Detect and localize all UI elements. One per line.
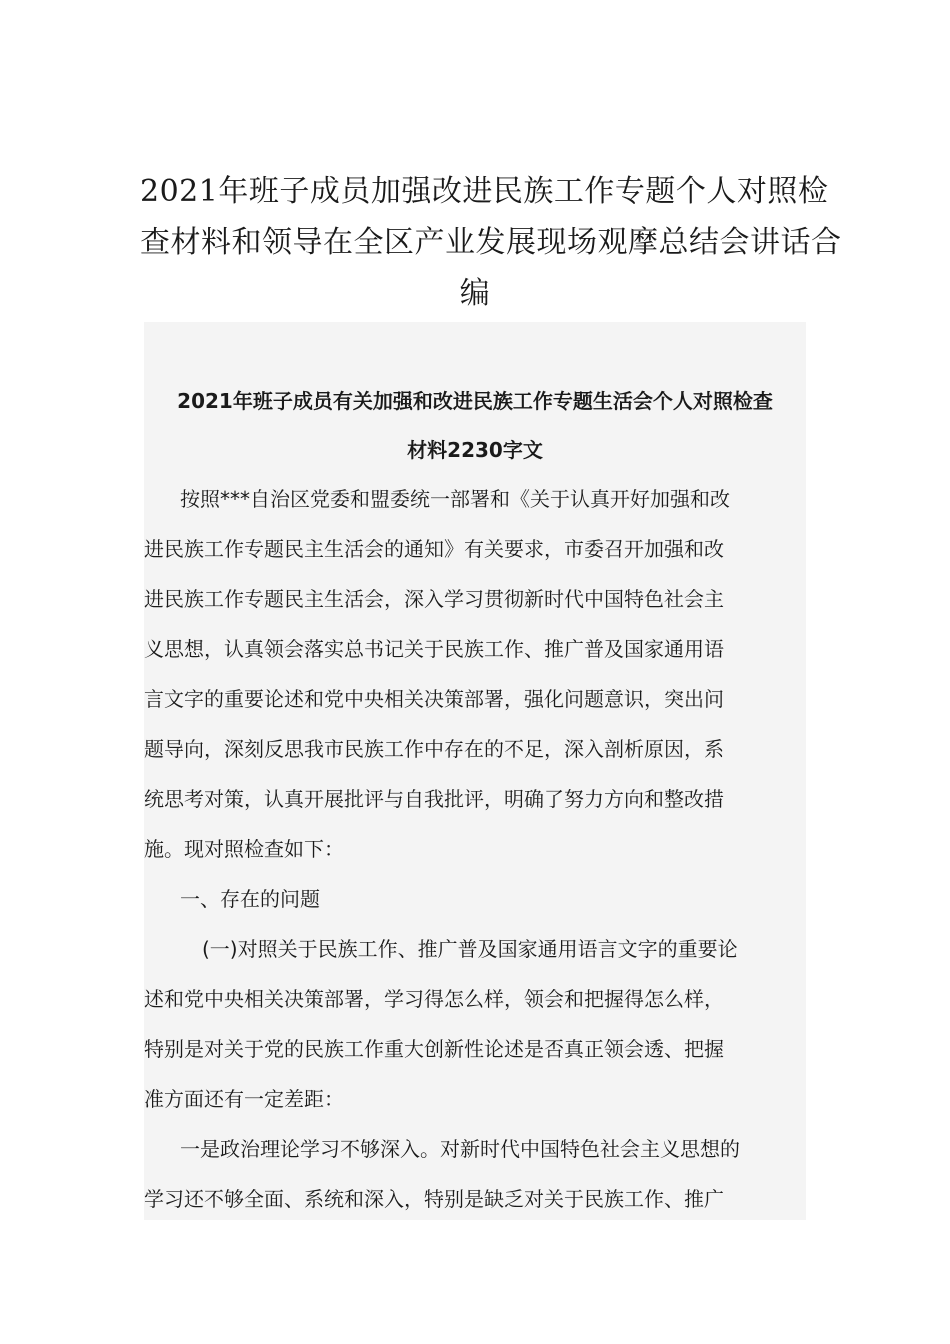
body-line: 学习还不够全面、系统和深入，特别是缺乏对关于民族工作、推广 xyxy=(144,1187,724,1211)
document-title-line: 2021年班子成员加强改进民族工作专题个人对照检 xyxy=(140,174,829,209)
body-line: 进民族工作专题民主生活会，深入学习贯彻新时代中国特色社会主 xyxy=(144,587,724,611)
body-line: (一)对照关于民族工作、推广普及国家通用语言文字的重要论 xyxy=(202,937,738,961)
document-title-line: 编 xyxy=(459,276,491,311)
content-panel xyxy=(144,322,806,1220)
body-line: 统思考对策，认真开展批评与自我批评，明确了努力方向和整改措 xyxy=(144,787,724,811)
body-line: 题导向，深刻反思我市民族工作中存在的不足，深入剖析原因，系 xyxy=(144,737,724,761)
body-line: 一是政治理论学习不够深入。对新时代中国特色社会主义思想的 xyxy=(180,1137,740,1161)
body-line: 特别是对关于党的民族工作重大创新性论述是否真正领会透、把握 xyxy=(144,1037,724,1061)
section-heading xyxy=(144,377,806,475)
document-title-line: 查材料和领导在全区产业发展现场观摩总结会讲话合 xyxy=(140,225,842,260)
body-line: 义思想，认真领会落实总书记关于民族工作、推广普及国家通用语 xyxy=(144,637,724,661)
body-line: 施。现对照检查如下： xyxy=(144,837,344,861)
body-line: 准方面还有一定差距： xyxy=(144,1087,344,1111)
section-heading-line: 材料2230字文 xyxy=(407,438,543,462)
body-line: 言文字的重要论述和党中央相关决策部署，强化问题意识，突出问 xyxy=(144,687,724,711)
document-title xyxy=(140,166,842,319)
body-line: 述和党中央相关决策部署，学习得怎么样，领会和把握得怎么样， xyxy=(144,987,724,1011)
body-line: 进民族工作专题民主生活会的通知》有关要求，市委召开加强和改 xyxy=(144,537,724,561)
body-line: 一、存在的问题 xyxy=(180,887,320,911)
section-heading-line: 2021年班子成员有关加强和改进民族工作专题生活会个人对照检查 xyxy=(177,389,773,413)
body-line: 按照***自治区党委和盟委统一部署和《关于认真开好加强和改 xyxy=(180,487,730,511)
body-text xyxy=(144,474,806,1220)
